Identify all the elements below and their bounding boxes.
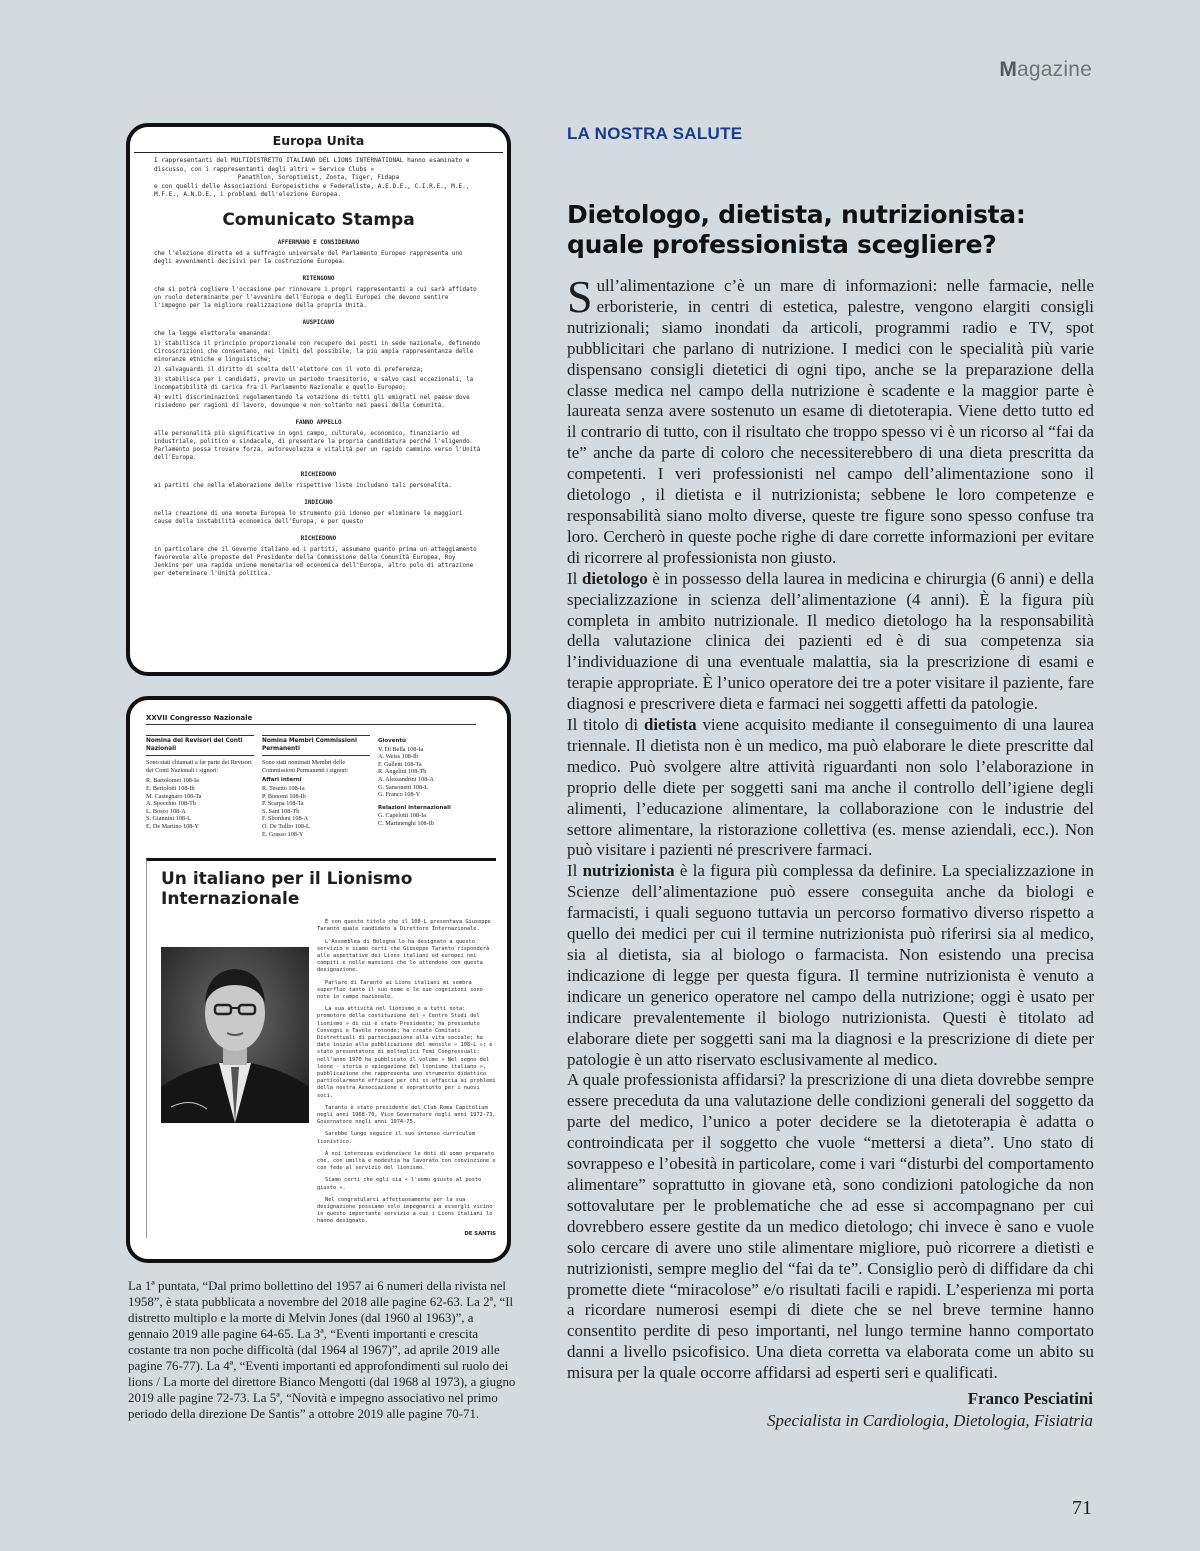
article-paragraph-dietologo (567, 569, 1094, 715)
paragraph-text: ull’alimentazione c’è un mare di informazioni: nelle farmacie, nelle erboristerie, in centri di estetica, palestre, vengono elargiti consigli nutrizionali; siamo inondati da articoli, programmi radio e TV, spot pubblicitari che parlano di nutrizione. I medici con le specialità più varie dispensano consigli dietetici di ogni tipo, anche se la preparazione della classe medica nel campo della nutrizione è scadente e la maggior parte è laureata senza avere sostenuto un esame di dietoterapia. Viene detto tutto ed il contrario di tutto, con il risultato che troppo spesso vi è un ricorso al “fai da te” anche da parte di coloro che necessiterebbero di una dieta prescritta da competenti. I veri professionisti nel campo dell’alimentazione sono il dietologo , il dietista e il nutrizionista; sebbene le loro competenze e responsabilità siano molto diverse, queste tre figure sono spesso confuse tra loro. Cercherò in queste poche righe di dare corrette informazioni per evitare di ricorrere al professionista non giusto. (567, 276, 1094, 567)
name-item: E. Grasso 108-Y (262, 830, 304, 838)
article-paragraph-conclusion: A quale professionista affidarsi? la prescrizione di una dieta dovrebbe sempre essere preceduta da una valutazione delle condizioni generali del soggetto da parte del medico, l’unico a poter decidere se la dietoterapia è adatta o controindicata per il soggetto che vuole “mettersi a dieta”. Uno stato di sovrappeso e l’obesità in particolare, come i vari “disturbi del comportamento alimentare” soprattutto in giovane età, sono condizioni patologiche da non sottovalutare per le problematiche che ad esse si accompagnano per cui dovrebbero essere gestite da un medico dietologo; chi invece è sano e vuole solo cercare di avere uno stile alimentare migliore, può ricorrere a dietisti e nutrizionisti, sempre meglio del “fai da te”. Consiglio però di diffidare da chi promette diete “miracolose” e/o risultati facili e rapidi. L’esperienza mi porta a ricordare numerosi esempi di diete che se nel breve termine hanno consentito perdite di peso importanti, nel lungo termine hanno comportato danni a livello psicofisico. Una dieta corretta va elaborata come un abito su misura per la quale occorre affidarsi ad esperti seri e qualificati. (567, 1070, 1094, 1383)
lionismo-signature: DE SANTIS (464, 1230, 496, 1237)
section-text: in particolare che il Governo italiano ed i partiti, assumano quanto prima un atteggiamento favorevole alle proposte del Presidente della Commissione della Comunità Europea, Roy Jenkins per una rapida unione monetaria ed economica dell'Europa, altro polo di attrazione per determinare l'Unità politica. (154, 546, 477, 577)
name-item: S. Sani 108-Tb (262, 807, 300, 815)
name-item: A. Weiss 108-Ib (378, 753, 419, 761)
paragraph-text: Il (567, 861, 583, 881)
name-item: E. De Martino 108-Y (146, 822, 199, 830)
name-item: G. Sansonetti 108-L (378, 783, 429, 791)
section-text: 2) salvaguardi il diritto di scelta dell'elettore con il voto di preferenza; (154, 366, 424, 373)
name-item: F. Sbordoni 108-A (262, 815, 309, 823)
section-text: che l'elezione diretta ed a suffragio universale del Parlamento Europeo rappresenta uno degli avvenimenti decisivi per la costruzione Europea. (154, 250, 463, 265)
lionismo-paragraph: A noi interessa evidenziare le doti di uomo preparato che, con umiltà e modestia ha lavorato con convinzione e con fede al servizio del lionismo. (317, 1150, 496, 1172)
name-item: F. Galletti 108-Ta (378, 760, 422, 768)
section-text: alle personalità più significative in ogni campo, culturale, economico, finanziario ed industriale, politico e sindacale, di presentare la propria candidatura perché l'eligendo Parlamento possa trovare forza, autorevolezza e vitalità per un rapido cammino verso l'Unità dell'Europa. (154, 430, 481, 461)
drop-cap: S (567, 271, 593, 322)
lionismo-paragraph: Sarebbe lungo seguire il suo intenso curriculum lionistico. (317, 1131, 475, 1145)
clipping-intro (154, 157, 483, 200)
name-item: C. Martinenghi 108-Ib (378, 819, 434, 827)
nominations-column-3 (378, 735, 486, 838)
author-name: Franco Pesciatini (967, 1389, 1093, 1408)
section-label: LA NOSTRA SALUTE (567, 124, 743, 143)
clipping-congresso (126, 696, 511, 1263)
section-text: 3) stabilisca per i candidati, previo un periodo transitorio, e salvo casi eccezionali, la incompatibilità di carica fra il Parlamento Nazionale e quello Europeo; (154, 376, 474, 391)
name-item: L. Bosco 108-A (146, 807, 186, 815)
name-item: G. Franco 108-Y (378, 791, 421, 799)
term-dietologo: dietologo (581, 568, 648, 588)
paragraph-text: è in possesso della laurea in medicina e chirurgia (6 anni) e della specializzazione in scienza dell’alimentazione (4 anni). È la figura più completa in ambito nutrizionale. Il medico dietologo ha la responsabilità della valutazione clinica dei pazienti ed è di sua competenza sia l’individuazione di una eventuale malattia, sia la prescrizione di esami e terapie appropriate. È l’unico operatore dei tre a poter visitare il paziente, fare diagnosi e prescrivere dieta e farmaci nei soggetti affetti da patologie. (567, 568, 1094, 714)
lionismo-body (161, 919, 496, 1238)
paragraph-text: viene acquisito mediante il conseguimento di una laurea triennale. Il dietista non è un medico, ma può elaborare le diete prescritte dal medico. Può svolgere altre attività riguardanti non solo l’elaborazione in proprio delle diete per soggetti sani ma anche il controllo dell’igiene degli alimenti, l’educazione alimentare, la collaborazione con le industrie del settore alimentare, la ristorazione collettiva (es. mense aziendali, ecc.). Non può visitare i pazienti né prescrivere farmaci. (567, 715, 1094, 860)
intro-clubs: Panathlon, Soroptimist, Zonta, Tiger, Fidapa (237, 174, 400, 182)
column-intro: Sono stati nominati Membri delle Commissioni Permanenti i signori: (262, 759, 349, 774)
page-number: 71 (1072, 1497, 1092, 1519)
magazine-initial: M (999, 58, 1018, 81)
article-body (567, 271, 1094, 1384)
lionismo-paragraph: Nel congratularci affettuosamente per la sua designazione possiamo solo impegnarci a essergli vicino in questo importante servizio a cui i Lions italiani lo hanno designato. (317, 1196, 493, 1225)
portrait-illustration (161, 947, 309, 1123)
nominations-column-1 (146, 735, 254, 838)
congress-title: XXVII Congresso Nazionale (146, 714, 476, 725)
magazine-rest: agazine (1017, 58, 1092, 81)
section-heading: AUSPICANO (302, 319, 335, 326)
section-heading: RICHIEDONO (300, 471, 337, 478)
paragraph-text: è la figura più complessa da definire. La specializzazione in Scienze dell’alimentazione può essere conseguita anche da biologi e farmacisti, i quali seguono tuttavia un percorso formativo diverso rispetto a quello dei medici per cui il termine nutrizionista può riferirsi sia al medico, sia al dietista, sia al biologo o farmacista. Non esistendo una precisa indicazione di legge per questa figura. Il termine nutrizionista è venuto a indicare un generico operatore nel campo della nutrizione; oggi è usato per indicare prevalentemente il biologo nutrizionista. Questi è titolato ad elaborare diete per soggetti sani ma la diagnosi e la prescrizione di diete per patologie è un atto riservato esclusivamente al medico. (567, 861, 1094, 1069)
name-item: A. Alessandrini 108-A (378, 775, 434, 783)
lionismo-paragraph: L'Assemblea di Bologna lo ha designato a questo servizio e siamo certi che Giuseppe Taranto risponderà alle aspettative dei Lions italiani ed europei nei compiti e nelle mansioni che lo attendono con questa designazione. (317, 938, 490, 974)
section-heading: AFFERMANO E CONSIDERANO (277, 239, 360, 246)
name-item: S. Giannini 108-L (146, 815, 191, 823)
column-intro: Sono stati chiamati a far parte dei Revisori dei Conti Nazionali i signori: (146, 759, 252, 774)
intro-associations: e con quelli delle Associazioni Europeistiche e Federaliste, A.E.D.E., C.I.R.E., M.E., M.F.E., A.N.D.E., i problemi dell'elezione Europea. (154, 182, 470, 199)
name-item: P. Scarpa 108-Ta (262, 800, 304, 808)
name-item: R. Bartolomei 108-Ia (146, 777, 199, 785)
nominations-column-2 (262, 735, 370, 838)
intro-line: I rappresentanti del MULTIDISTRETTO ITALIANO DEL LIONS INTERNATIONAL hanno esaminato e discusso, con i rappresentanti degli altri « Service Clubs » (154, 157, 470, 173)
clipping-europa-unita (126, 123, 511, 676)
lionismo-paragraph: La sua attività nel lionismo è a tutti nota: promotore della costituzione del « Centro Studi del lionismo » di cui è stato Presidente; ha presieduto Convegni e Tavole rotonde; ha creato Comitati Distrettuali di partecipazione alla vita sociale; ha dato inizio alla pubblicazione del mensile « 108-L »; è stato presentatore di molteplici Temi Congressuali; nell'anno 1970 ha pubblicato il volume « Nel segno del leone - storia e spiegazione del lionismo italiano », pubblicazione che rappresenta uno strumento didattico particolarmente efficace per chi si affaccia ai problemi della nostra Associazione e soprattutto per i nuovi soci. (317, 1006, 496, 1099)
lionismo-paragraph: Siamo certi che egli sia « l'uomo giusto al posto giusto ». (317, 1177, 482, 1191)
section-text: che si potrà cogliere l'occasione per rinnovare i propri rappresentanti a cui sarà affidato un ruolo determinante per l'avvenire dell'Europa e degli Europei che devono sentire l'impegno per la migliore realizzazione della propria Unità. (154, 286, 477, 309)
name-item: R. Tesetto 108-Ia (262, 784, 305, 792)
lionismo-text (317, 919, 496, 1238)
lionismo-paragraph: Taranto è stato presidente del Club Roma Capitolium negli anni 1968-70, Vice Governatore negli anni 1972-73, Governatore negli anni 1974-75. (317, 1104, 496, 1126)
lionismo-paragraph: È con questo titolo che il 108-L presentava Giuseppe Taranto quale candidato a Direttore Internazionale. (317, 919, 491, 933)
section-heading: INDICANO (304, 499, 333, 506)
section-text: che la legge elettorale emananda: (154, 330, 272, 337)
name-item: O. De Tullio 108-L (262, 822, 310, 830)
name-item: P. Bonomi 108-Ib (262, 792, 306, 800)
section-text: nella creazione di una moneta Europea lo strumento più idoneo per eliminare le maggiori cause della instabilità economica dell'Europa, e per questo (154, 510, 463, 525)
column-heading: Nomina dei Revisori dei Conti Nazionali (146, 735, 254, 756)
article-paragraph-1 (567, 271, 1094, 569)
author-signature (767, 1388, 1093, 1432)
name-item: M. Castegnaro 108-Ta (146, 792, 202, 800)
section-text: 4) eviti discriminazioni regolamentando la votazione di tutti gli emigrati nel paese dove risiedono per ragioni di lavoro, dovunque e non soltanto nei paesi della Comunità. (154, 394, 470, 409)
article-paragraph-dietista (567, 715, 1094, 861)
press-release-body (154, 239, 483, 578)
portrait-photo (161, 947, 309, 1123)
article-paragraph-nutrizionista (567, 861, 1094, 1070)
nominations-columns (146, 735, 486, 838)
author-role: Specialista in Cardiologia, Dietologia, Fisiatria (767, 1411, 1093, 1430)
column-label: Gioventù (378, 738, 406, 744)
name-item: A. Specchio 108-Tb (146, 800, 197, 808)
magazine-label (999, 58, 1092, 82)
clipping-title: Europa Unita (134, 133, 503, 153)
column-label: Relazioni internazionali (378, 804, 451, 811)
term-dietista: dietista (643, 715, 697, 735)
article-headline: Dietologo, dietista, nutrizionista: quale professionista scegliere? (567, 200, 1026, 259)
column-label: Affari interni (262, 777, 302, 784)
name-item: R. Angelini 108-Tb (378, 768, 427, 776)
section-heading: RITENGONO (302, 275, 335, 282)
section-heading: FANNO APPELLO (295, 419, 342, 426)
press-release-heading: Comunicato Stampa (222, 209, 415, 230)
section-heading: RICHIEDONO (300, 535, 337, 542)
paragraph-text: Il (567, 568, 582, 588)
section-text: 1) stabilisca il principio proporzionale con recupero dei posti in sede nazionale, definendo Circoscrizioni che consentano, nei limiti del possibile, la più ampia rappresentanza delle minoranze etniche e linguistiche; (154, 340, 481, 363)
series-note: La 1ª puntata, “Dal primo bollettino del 1957 ai 6 numeri della rivista nel 1958”, è stata pubblicata a novembre del 2018 alle pagine 62-63. La 2ª, “Il distretto multiplo e la morte di Melvin Jones (dal 1960 al 1963)”, a gennaio 2019 alle pagine 64-65. La 3ª, “Eventi importanti e crescita costante tra non poche difficoltà (dal 1964 al 1967)”, ad aprile 2019 alle pagine 76-77). La 4ª, “Eventi importanti ed approfondimenti sul ruolo dei lions / La morte del direttore Bianco Mengotti (dal 1968 al 1973), a giugno 2019 alle pagine 72-73. La 5ª, “Novità e impegno associativo nel primo periodo della direzione De Santis” a ottobre 2019 alle pagine 70-71. (128, 1279, 516, 1421)
name-item: E. Bertolotti 108-Ib (146, 784, 195, 792)
lionismo-paragraph: Parlare di Taranto ai Lions italiani mi sembra superfluo tanto il suo nome e le sue cognizioni sono note in campo nazionale. (317, 979, 483, 1000)
column-heading: Nomina Membri Commissioni Permanenti (262, 735, 370, 756)
lionismo-title: Un italiano per il Lionismo Internazionale (161, 869, 413, 910)
name-item: V. Di Bella 108-Ia (378, 745, 424, 753)
name-item: G. Capelotti 108-Ia (378, 812, 426, 820)
term-nutrizionista: nutrizionista (582, 861, 675, 881)
lionismo-article (146, 858, 496, 1238)
section-text: ai partiti che nella elaborazione delle rispettive liste includano tali personalità. (154, 482, 452, 489)
paragraph-text: Il titolo di (567, 715, 644, 735)
